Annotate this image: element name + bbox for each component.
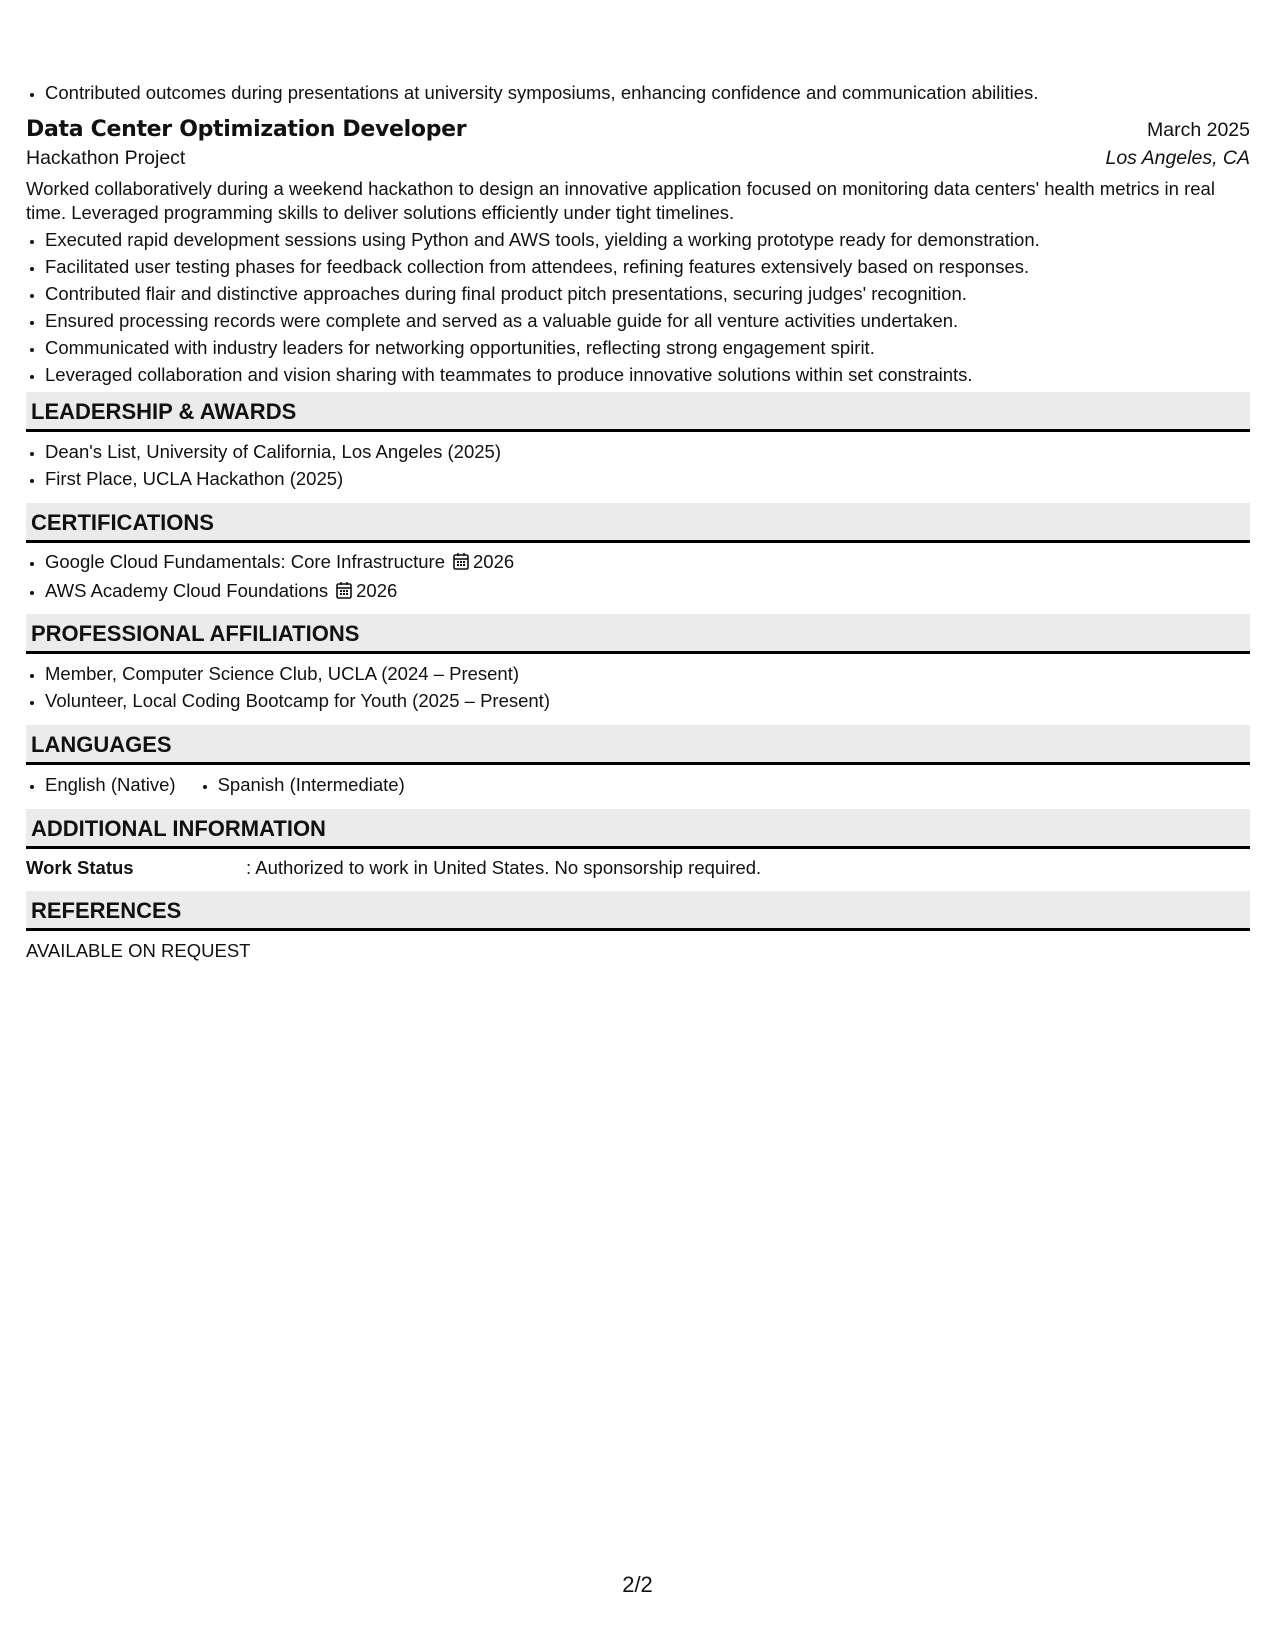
certification-year: 2026 <box>356 580 398 601</box>
list-item: • English (Native) <box>45 771 176 798</box>
list-item: • Communicated with industry leaders for networking opportunities, reflecting strong engagement spirit. <box>45 334 1250 361</box>
job-date: March 2025 <box>1147 119 1250 141</box>
list-item: • Ensured processing records were complete and served as a valuable guide for all venture activities undertaken. <box>45 307 1250 334</box>
references-text: AVAILABLE ON REQUEST <box>26 940 251 961</box>
list-item: • Member, Computer Science Club, UCLA (2024 – Present) <box>45 660 1250 687</box>
leadership-list <box>26 438 1250 492</box>
certification-name: AWS Academy Cloud Foundations <box>45 580 329 601</box>
job-location: Los Angeles, CA <box>1105 147 1250 169</box>
list-item: • Contributed outcomes during presentations at university symposiums, enhancing confidence and communication abilities. <box>45 79 1250 106</box>
list-item: • Spanish (Intermediate) <box>218 771 405 798</box>
list-item: • First Place, UCLA Hackathon (2025) <box>45 465 1250 492</box>
list-item: • Dean's List, University of California, Los Angeles (2025) <box>45 438 1250 465</box>
section-heading: LEADERSHIP & AWARDS <box>26 392 1250 432</box>
affiliations-section <box>26 614 1250 714</box>
section-heading: CERTIFICATIONS <box>26 503 1250 543</box>
references-section <box>26 891 1250 962</box>
list-item: • Facilitated user testing phases for feedback collection from attendees, refining features extensively based on responses. <box>45 253 1250 280</box>
languages-list <box>26 771 447 798</box>
list-item: • Leveraged collaboration and vision sharing with teammates to produce innovative solutions within set constraints. <box>45 361 1250 388</box>
list-item: • Volunteer, Local Coding Bootcamp for Youth (2025 – Present) <box>45 687 1250 714</box>
section-heading: ADDITIONAL INFORMATION <box>26 809 1250 849</box>
certification-name: Google Cloud Fundamentals: Core Infrastructure <box>45 551 446 572</box>
section-heading: PROFESSIONAL AFFILIATIONS <box>26 614 1250 654</box>
page-number: 2/2 <box>622 1572 653 1597</box>
languages-section <box>26 725 1250 798</box>
job-title: Data Center Optimization Developer <box>26 117 467 142</box>
list-item <box>45 577 1250 606</box>
section-heading: LANGUAGES <box>26 725 1250 765</box>
previous-role-bullets <box>26 79 1250 106</box>
job-organization: Hackathon Project <box>26 147 186 169</box>
leadership-section <box>26 392 1250 492</box>
list-item <box>45 548 1250 577</box>
certifications-section <box>26 503 1250 606</box>
list-item: • Contributed flair and distinctive approaches during final product pitch presentations, securing judges' recognition. <box>45 280 1250 307</box>
calendar-icon <box>453 550 469 577</box>
work-status-value: : Authorized to work in United States. No sponsorship required. <box>246 857 762 878</box>
certification-year: 2026 <box>473 551 515 572</box>
list-item: • Executed rapid development sessions using Python and AWS tools, yielding a working prototype ready for demonstration. <box>45 226 1250 253</box>
job-description: Worked collaboratively during a weekend hackathon to design an innovative application focused on monitoring data centers' health metrics in real time. Leveraged programming skills to deliver solutions efficiently under tight timelines. <box>26 178 1215 223</box>
calendar-icon <box>336 579 352 606</box>
job-bullets <box>26 226 1250 388</box>
section-heading: REFERENCES <box>26 891 1250 931</box>
additional-info-section <box>26 809 1250 879</box>
affiliations-list <box>26 660 1250 714</box>
certifications-list <box>26 548 1250 606</box>
job-entry <box>26 117 1250 388</box>
work-status-label: Work Status <box>26 857 134 878</box>
